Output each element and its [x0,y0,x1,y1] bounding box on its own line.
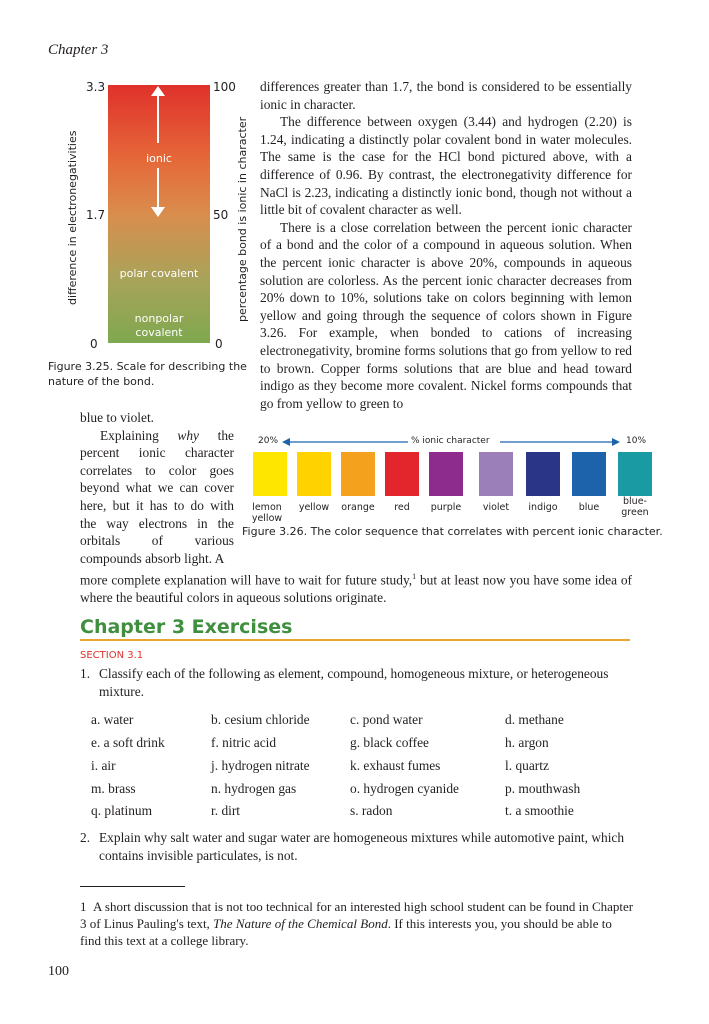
swatch-red [385,452,419,496]
classification-item: s. radon [350,803,393,818]
classification-item: b. cesium chloride [211,712,310,727]
question-2-text: Explain why salt water and sugar water are homogeneous mixtures while automotive paint, which contains invisible particulates, is not. [99,830,625,863]
classification-item: f. nitric acid [211,735,277,750]
body-right-column [260,78,632,412]
pct-label-left: 20% [258,436,279,446]
question-1-number: 1. [80,666,91,681]
swatch-yellow [297,452,331,496]
classification-item: t. a smoothie [505,803,574,818]
classification-item: p. mouthwash [505,781,581,796]
swatch-blue [572,452,606,496]
swatch-label-orange: orange [341,502,375,513]
classification-item: c. pond water [350,712,423,727]
arrow-down-icon [151,207,165,217]
swatch-orange [341,452,375,496]
right-tick-mid: 50 [213,208,229,222]
swatch-label-indigo: indigo [528,502,558,513]
classification-item: m. brass [91,781,136,796]
swatch-label-violet: violet [482,502,510,513]
swatch-label-red: red [394,502,410,513]
swatch-indigo [526,452,560,496]
left-tick-bottom: 0 [90,337,98,351]
swatch-blue-green [618,452,652,496]
swatch-label-blue: blue [578,502,600,513]
classification-item: q. platinum [91,803,153,818]
classification-item: j. hydrogen nitrate [211,758,310,773]
pct-label-mid: % ionic character [411,436,490,446]
classification-item: h. argon [505,735,549,750]
paragraph-1: differences greater than 1.7, the bond is considered to be essentially ionic in character. [260,79,632,112]
left-tick-mid: 1.7 [86,208,106,222]
paragraph-3-end: blue to violet. [80,410,155,425]
swatch-label-purple: purple [430,502,462,513]
paragraph-2: The difference between oxygen (3.44) and hydrogen (2.20) is 1.24, indicating a distinctly polar covalent bond in water molecules. The same is the case for the HCl bond pictured above, with a difference of 0.96. By contrast, the electronegativity difference for NaCl is 2.23, indicating a distinctly ionic bond, though not without a little bit of covalent character as well. [260,114,632,218]
right-tick-bottom: 0 [215,337,223,351]
arrow-line-lower [157,168,159,208]
classification-item: o. hydrogen cyanide [350,781,459,796]
classification-item: n. hydrogen gas [211,781,297,796]
swatch-label-yellow: yellow [298,502,330,513]
figure-3-25-caption-line2: nature of the bond. [48,375,155,388]
footnote-ref: 1 [412,572,417,581]
exercises-title: Chapter 3 Exercises [80,616,293,638]
ionic-label: ionic [146,152,172,165]
paragraph-4: Explaining why the percent ionic character correlates to color goes beyond what we can cover here, but it has to do with the way electrons in the orbitals of various compounds absorb light. A [80,427,234,566]
swatch-purple [429,452,463,496]
figure-3-26-caption: Figure 3.26. The color sequence that correlates with percent ionic character. [242,525,663,538]
classification-item: a. water [91,712,134,727]
left-axis-label: difference in electronegativities [66,130,79,305]
swatch-violet [479,452,513,496]
classification-item: r. dirt [211,803,241,818]
right-axis-label: percentage bond is ionic in character [236,116,249,322]
question-1-text: Classify each of the following as element, compound, homogeneous mixture, or heterogeneous mixture. [99,666,609,699]
section-label: SECTION 3.1 [80,650,144,661]
paragraph-4-continued: more complete explanation will have to wait for future study,$^1$ but at least now you have some idea of where the beautiful colors in aqueous solutions originate. [80,572,632,606]
pct-label-right: 10% [626,436,647,446]
exercises-divider [80,639,630,641]
footnote: 1 A short discussion that is not too technical for an interested high school student can be found in Chapter 3 of Linus Pauling's text, The Nature of the Chemical Bond. If this interests you, you should be able to find this text at a college library. [80,899,634,948]
swatch-lemon-yellow [253,452,287,496]
classification-item: e. a soft drink [91,735,165,750]
body-left-column [80,409,234,567]
classification-item: g. black coffee [350,735,429,750]
question-2-number: 2. [80,830,91,845]
page-number: 100 [48,964,69,979]
footnote-divider [80,886,185,887]
right-tick-top: 100 [213,80,236,94]
paragraph-3: There is a close correlation between the percent ionic character of a bond and the color of a compound in aqueous solution. When the percent ionic character is above 20%, compounds in aqueous solution are colorless. As the percent ionic character decreases from 20% down to 10%, solutions take on colors beginning with lemon yellow and going through the sequence of colors shown in Figure 3.26. For example, when bonded to cations of increasing electronegativity, bromine forms solutions that go from yellow to red to brown. Copper forms solutions that are blue and head toward indigo as they become more covalent. Nickel forms compounds that go from yellow to green to [260,219,632,411]
classification-item: l. quartz [505,758,549,773]
nonpolar-label: nonpolar [134,312,184,325]
classification-item: d. methane [505,712,564,727]
chapter-header: Chapter 3 [48,42,109,58]
figure-3-25-caption-line1: Figure 3.25. Scale for describing the [48,360,247,373]
arrow-line-upper [157,95,159,143]
polar-covalent-label: polar covalent [119,267,199,280]
left-tick-top: 3.3 [86,80,106,94]
classification-item: i. air [91,758,116,773]
classification-item: k. exhaust fumes [350,758,441,773]
covalent-label: covalent [135,326,183,339]
swatch-label-lemon-yellow: lemon yellow [251,502,283,524]
swatch-label-blue-green: blue- green [621,496,649,518]
